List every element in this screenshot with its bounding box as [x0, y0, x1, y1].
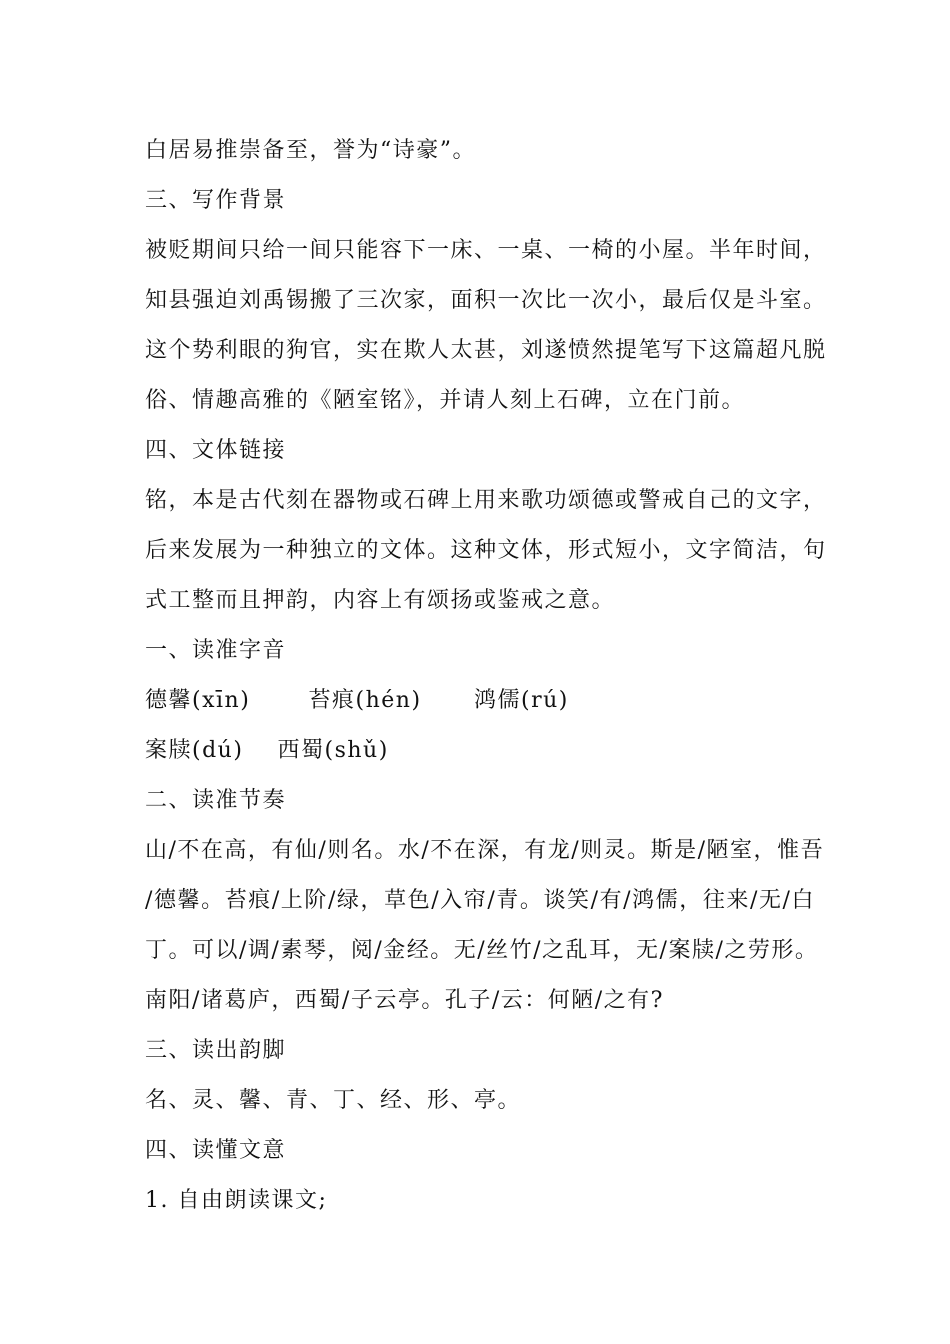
- pinyin-item: 德馨(xīn): [145, 688, 251, 713]
- section-heading: 四、文体链接: [145, 438, 287, 463]
- section-heading: 三、读出韵脚: [145, 1038, 287, 1063]
- pinyin-row: [145, 686, 815, 716]
- text-line: 丁。可以/调/素琴，阅/金经。无/丝竹/之乱耳，无/案牍/之劳形。: [145, 938, 819, 963]
- text-line: 被贬期间只给一间只能容下一床、一桌、一椅的小屋。半年时间，: [145, 238, 827, 263]
- text-line: 知县强迫刘禹锡搬了三次家，面积一次比一次小，最后仅是斗室。: [145, 288, 827, 313]
- text-line: 名、灵、馨、青、丁、经、形、亭。: [145, 1088, 522, 1113]
- section-heading: 二、读准节奏: [145, 788, 287, 813]
- text-line: 南阳/诸葛庐，西蜀/子云亭。孔子/云：何陋/之有?: [145, 988, 664, 1013]
- text-line: 铭，本是古代刻在器物或石碑上用来歌功颂德或警戒自己的文字，: [145, 488, 827, 513]
- section-heading: 一、读准字音: [145, 638, 287, 663]
- pinyin-item: 鸿儒(rú): [474, 688, 569, 713]
- text-line: /德馨。苔痕/上阶/绿，草色/入帘/青。谈笑/有/鸿儒，往来/无/白: [145, 888, 815, 913]
- text-line: 俗、情趣高雅的《陋室铭》，并请人刻上石碑，立在门前。: [145, 388, 746, 413]
- text-line: 后来发展为一种独立的文体。这种文体，形式短小，文字简洁，句: [145, 538, 827, 563]
- pinyin-item: 西蜀(shǔ): [277, 738, 389, 763]
- text-line: 山/不在高，有仙/则名。水/不在深，有龙/则灵。斯是/陋室，惟吾: [145, 838, 825, 863]
- text-line: 白居易推崇备至，誉为“诗豪”。: [145, 138, 476, 163]
- pinyin-item: 案牍(dú): [145, 738, 244, 763]
- text-line: 式工整而且押韵，内容上有颂扬或鉴戒之意。: [145, 588, 616, 613]
- section-heading: 四、读懂文意: [145, 1138, 287, 1163]
- pinyin-row: [145, 736, 815, 766]
- text-line: 1. 自由朗读课文;: [145, 1188, 328, 1213]
- text-line: 这个势利眼的狗官，实在欺人太甚，刘遂愤然提笔写下这篇超凡脱: [145, 338, 827, 363]
- section-heading: 三、写作背景: [145, 188, 287, 213]
- pinyin-item: 苔痕(hén): [308, 688, 422, 713]
